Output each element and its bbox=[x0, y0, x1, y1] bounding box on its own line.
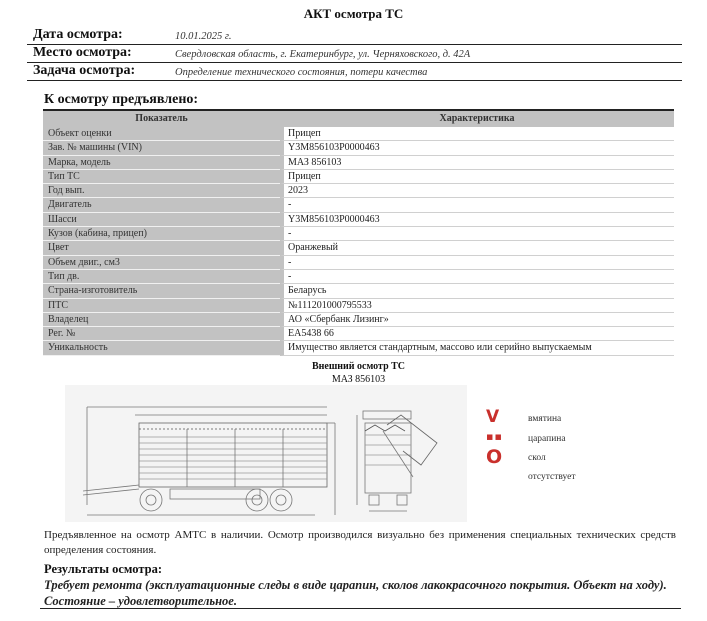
table-row bbox=[43, 327, 674, 341]
row-label: Объем двиг., см3 bbox=[43, 256, 280, 270]
row-value: ЕА5438 66 bbox=[280, 327, 674, 341]
table-row bbox=[43, 156, 674, 170]
info-value: Свердловская область, г. Екатеринбург, ул. Черняховского, д. 42А bbox=[175, 49, 471, 60]
results-title: Результаты осмотра: bbox=[44, 562, 162, 576]
table-body bbox=[43, 127, 674, 356]
table-header bbox=[43, 111, 674, 127]
dent-icon: V bbox=[486, 407, 500, 427]
section-title: К осмотру предъявлено: bbox=[44, 92, 199, 107]
row-value: Беларусь bbox=[280, 284, 674, 298]
row-label: Цвет bbox=[43, 241, 280, 255]
scratch-icon: ▪▪ bbox=[486, 430, 503, 443]
row-label: ПТС bbox=[43, 299, 280, 313]
column-header: Показатель bbox=[135, 113, 188, 124]
table-row bbox=[43, 213, 674, 227]
row-label: Рег. № bbox=[43, 327, 280, 341]
table-row bbox=[43, 127, 674, 141]
row-label: Тип дв. bbox=[43, 270, 280, 284]
table-row bbox=[43, 184, 674, 198]
row-value: - bbox=[280, 227, 674, 241]
external-inspection-title: Внешний осмотр ТС bbox=[311, 361, 406, 372]
row-value: Прицеп bbox=[280, 127, 674, 141]
info-label: Задача осмотра: bbox=[33, 63, 136, 78]
table-row bbox=[43, 198, 674, 212]
inspection-description: Предъявленное на осмотр АМТС в наличии. Осмотр производился визуально без применения специальных технических средств определения состояния. bbox=[44, 529, 676, 556]
table-row bbox=[43, 227, 674, 241]
row-value: Y3M856103P0000463 bbox=[280, 141, 674, 155]
vehicle-table bbox=[43, 109, 674, 356]
results-text: Требует ремонта (эксплуатационные следы в виде царапин, сколов лакокрасочного покрытия. Объект на ходу). Состояние – удовлетворительное. bbox=[44, 578, 667, 608]
column-header: Характеристика bbox=[439, 113, 515, 124]
row-value: МАЗ 856103 bbox=[280, 156, 674, 170]
row-label: Зав. № машины (VIN) bbox=[43, 141, 280, 155]
legend-label-dent: вмятина bbox=[528, 414, 562, 424]
legend-label-chip: скол bbox=[528, 453, 546, 463]
row-label: Тип ТС bbox=[43, 170, 280, 184]
row-label: Марка, модель bbox=[43, 156, 280, 170]
info-row-task bbox=[27, 63, 682, 81]
info-row-date bbox=[27, 27, 682, 45]
info-row-place bbox=[27, 45, 682, 63]
row-value: Оранжевый bbox=[280, 241, 674, 255]
trailer-schematic-icon bbox=[65, 385, 467, 522]
row-value: - bbox=[280, 256, 674, 270]
row-label: Двигатель bbox=[43, 198, 280, 212]
row-label: Страна-изготовитель bbox=[43, 284, 280, 298]
table-row bbox=[43, 141, 674, 155]
table-row bbox=[43, 256, 674, 270]
row-label: Кузов (кабина, прицеп) bbox=[43, 227, 280, 241]
row-value: - bbox=[280, 270, 674, 284]
table-row bbox=[43, 170, 674, 184]
legend-label-absent: отсутствует bbox=[528, 472, 576, 482]
row-label: Владелец bbox=[43, 313, 280, 327]
results-underline bbox=[40, 608, 681, 609]
legend-label-scratch: царапина bbox=[528, 434, 566, 444]
row-value: - bbox=[280, 198, 674, 212]
row-value: Прицеп bbox=[280, 170, 674, 184]
row-label: Год вып. bbox=[43, 184, 280, 198]
table-row bbox=[43, 241, 674, 255]
table-row bbox=[43, 313, 674, 327]
info-label: Место осмотра: bbox=[33, 45, 132, 60]
row-value: Y3M856103P0000463 bbox=[280, 213, 674, 227]
row-value: Имущество является стандартным, массово или серийно выпускаемым bbox=[280, 341, 674, 355]
row-label: Уникальность bbox=[43, 341, 280, 355]
row-label: Шасси bbox=[43, 213, 280, 227]
table-row bbox=[43, 299, 674, 313]
table-row bbox=[43, 341, 674, 355]
chip-icon: O bbox=[486, 446, 503, 468]
info-value: 10.01.2025 г. bbox=[175, 31, 232, 42]
info-label: Дата осмотра: bbox=[33, 27, 123, 42]
external-inspection-model: МАЗ 856103 bbox=[331, 374, 386, 385]
row-value: 2023 bbox=[280, 184, 674, 198]
row-label: Объект оценки bbox=[43, 127, 280, 141]
table-row bbox=[43, 270, 674, 284]
trailer-drawing bbox=[65, 385, 467, 522]
info-value: Определение технического состояния, потери качества bbox=[175, 67, 428, 78]
row-value: АО «Сбербанк Лизинг» bbox=[280, 313, 674, 327]
row-value: №111201000795533 bbox=[280, 299, 674, 313]
document-title: АКТ осмотра ТС bbox=[303, 6, 404, 21]
table-row bbox=[43, 284, 674, 298]
